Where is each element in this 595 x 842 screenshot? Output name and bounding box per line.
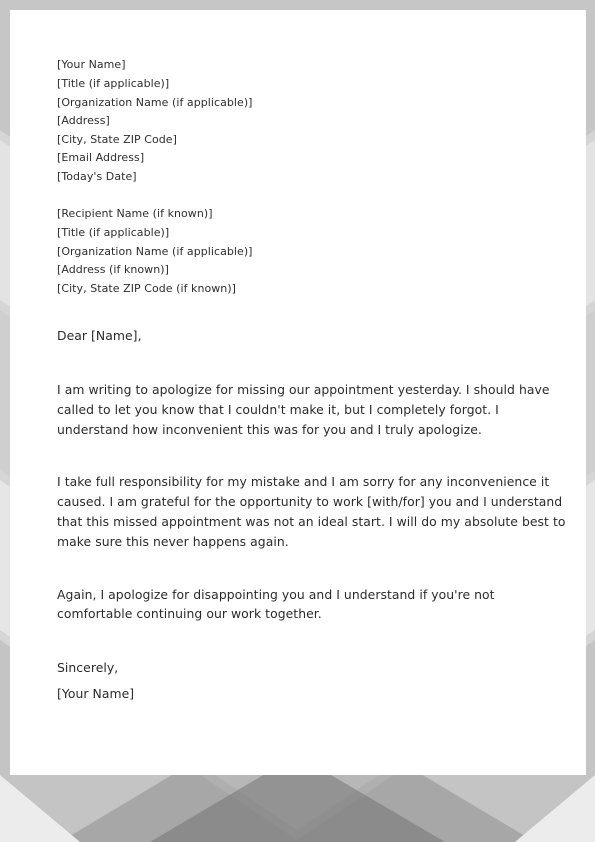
recipient-address: [Address (if known)] <box>57 263 169 276</box>
letter-page <box>10 10 586 775</box>
letter-date: [Today's Date] <box>57 170 137 183</box>
paragraph-line: that this missed appointment was not an ideal start. I will do my absolute best to <box>57 514 566 529</box>
recipient-organization: [Organization Name (if applicable)] <box>57 245 253 258</box>
paragraph-line: caused. I am grateful for the opportunity to work [with/for] you and I understand <box>57 494 563 509</box>
paragraph-line: comfortable continuing our work together. <box>57 606 322 621</box>
paragraph-line: I take full responsibility for my mistake and I am sorry for any inconvenience it <box>57 474 550 489</box>
sender-address: [Address] <box>57 114 110 127</box>
sender-name: [Your Name] <box>57 58 126 71</box>
sender-email: [Email Address] <box>57 151 145 164</box>
paragraph-line: Again, I apologize for disappointing you and I understand if you're not <box>57 587 495 602</box>
signature-name: [Your Name] <box>57 686 135 701</box>
recipient-title: [Title (if applicable)] <box>57 226 170 239</box>
closing: Sincerely, <box>57 660 119 675</box>
sender-title: [Title (if applicable)] <box>57 77 170 90</box>
recipient-city-state-zip: [City, State ZIP Code (if known)] <box>57 282 237 295</box>
recipient-name: [Recipient Name (if known)] <box>57 207 213 220</box>
paragraph-line: called to let you know that I couldn't make it, but I completely forgot. I <box>57 402 499 417</box>
paragraph-line: I am writing to apologize for missing our appointment yesterday. I should have <box>57 382 550 397</box>
paragraph-line: understand how inconvenient this was for you and I truly apologize. <box>57 422 482 437</box>
sender-city-state-zip: [City, State ZIP Code] <box>57 133 177 146</box>
salutation: Dear [Name], <box>57 328 142 343</box>
paragraph-line: make sure this never happens again. <box>57 534 289 549</box>
sender-organization: [Organization Name (if applicable)] <box>57 96 253 109</box>
